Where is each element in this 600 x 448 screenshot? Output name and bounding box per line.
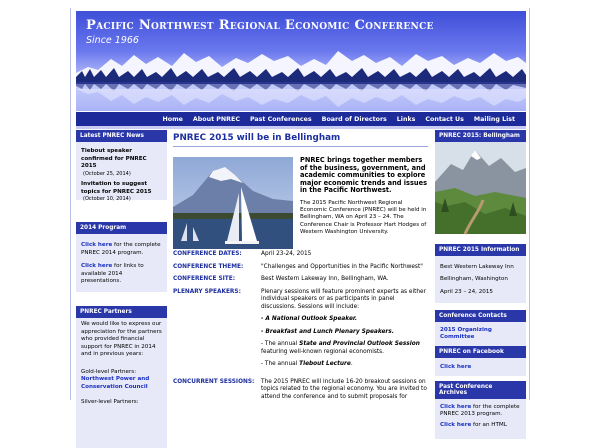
- detail-label: CONFERENCE THEME:: [173, 263, 244, 270]
- program-text: for the complete PNREC 2014 program.: [81, 242, 161, 256]
- session-suffix: featuring well-known regional economists.: [261, 348, 385, 355]
- site-tagline: Since 1966: [86, 35, 139, 46]
- detail-label: CONFERENCE DATES:: [173, 251, 242, 257]
- gold-partner-link[interactable]: Northwest Power and Conservation Council: [81, 376, 150, 390]
- detail-label: CONFERENCE SITE:: [173, 276, 236, 283]
- info-city: Bellingham, Washington: [440, 276, 508, 283]
- nav-board-of-directors[interactable]: Board of Directors: [321, 115, 387, 123]
- spacer: [76, 292, 167, 306]
- archive-html-text: for an HTML: [471, 421, 507, 428]
- facebook-box: [435, 346, 526, 376]
- session-title: Tiebout Lecture: [299, 361, 351, 368]
- program-heading: 2014 Program: [76, 222, 167, 234]
- detail-value: "Challenges and Opportunities in the Pacific Northwest": [261, 263, 423, 270]
- program-box: [76, 222, 167, 292]
- info-box: [435, 244, 526, 303]
- nav-home[interactable]: Home: [162, 115, 183, 123]
- archives-box: [435, 381, 526, 439]
- left-sidebar: [76, 130, 167, 448]
- archive-2013-text: for the complete PNREC 2013 program.: [440, 403, 520, 418]
- sailboat-photo: [173, 157, 293, 249]
- session-item: - Breakfast and Lunch Plenary Speakers.: [261, 328, 394, 335]
- page-title: PNREC 2015 will be in Bellingham: [173, 130, 428, 147]
- info-dates: April 23 – 24, 2015: [440, 288, 493, 295]
- detail-value: Best Western Lakeway Inn, Bellingham, WA.: [261, 276, 389, 283]
- conference-details: [173, 251, 428, 406]
- partners-box: [76, 306, 167, 448]
- nav-contact-us[interactable]: Contact Us: [425, 115, 464, 123]
- header-banner[interactable]: [76, 11, 526, 111]
- intro-paragraph: The 2015 Pacific Northwest Regional Economic Conference (PNREC) will be held in Bellingham, WA on April 23 – 24. The Conference Chair is Professor Hart Hodges of Western Washington University.: [300, 199, 427, 235]
- session-prefix: - The annual: [261, 341, 300, 348]
- session-item: [261, 361, 428, 369]
- news-item[interactable]: [81, 148, 162, 178]
- news-heading: Latest PNREC News: [76, 130, 167, 142]
- news-item-date: (October 10, 2014): [83, 196, 131, 203]
- nav-divider: [76, 126, 526, 129]
- detail-value: April 23-24, 2015: [261, 251, 312, 257]
- session-suffix: .: [350, 361, 353, 368]
- nav-past-conferences[interactable]: Past Conferences: [249, 115, 312, 123]
- gold-partners-label: Gold-level Partners:: [81, 368, 137, 375]
- detail-row: [173, 289, 428, 374]
- facebook-link[interactable]: Click here: [440, 363, 472, 370]
- detail-row: [173, 251, 428, 259]
- detail-label: CONCURRENT SESSIONS:: [173, 378, 255, 385]
- detail-label: PLENARY SPEAKERS:: [173, 288, 241, 295]
- mountain-photo: [435, 142, 526, 234]
- contacts-box: [435, 310, 526, 346]
- bellingham-box: [435, 130, 526, 236]
- partners-intro: We would like to express our appreciation for the partners who provided financial support for PNREC in 2014 and in previous years:: [81, 321, 162, 358]
- nav-links[interactable]: Links: [396, 115, 416, 123]
- main-nav: [76, 112, 526, 126]
- info-venue: Best Western Lakeway Inn: [440, 264, 514, 270]
- detail-row: [173, 276, 428, 284]
- main-content: [173, 130, 428, 400]
- partners-heading: PNREC Partners: [76, 306, 167, 318]
- program-link[interactable]: Click here: [81, 242, 113, 248]
- intro-block: [300, 157, 428, 236]
- plenary-intro: Plenary sessions will feature prominent experts as either individual speakers or as participants in panel discussions. Sessions will include:: [261, 288, 426, 310]
- presentations-text: for links to available 2014 presentations.: [81, 263, 144, 285]
- news-box: [76, 130, 167, 203]
- detail-value: [261, 289, 428, 374]
- contacts-heading: Conference Contacts: [435, 310, 526, 322]
- detail-value: The 2015 PNREC will include 16-20 breakout sessions on topics related to the regional economy. You are invited to attend the conference and to submit proposals for: [261, 378, 427, 400]
- site-title[interactable]: Pacific Northwest Regional Economic Conference: [86, 18, 434, 33]
- spacer: [435, 303, 526, 310]
- silver-partners-label: Silver-level Partners:: [81, 399, 139, 406]
- news-item-title[interactable]: Invitation to suggest topics for PNREC 2015: [81, 181, 152, 195]
- archive-2013-link[interactable]: Click here: [440, 403, 472, 410]
- right-sidebar: [435, 130, 526, 439]
- archives-heading: Past Conference Archives: [435, 381, 526, 399]
- news-item-date: (October 25, 2014): [83, 170, 131, 177]
- news-item-title[interactable]: Tiebout speaker confirmed for PNREC 2015: [81, 148, 147, 170]
- page-container: [70, 8, 530, 428]
- nav-about-pnrec[interactable]: About PNREC: [192, 115, 240, 123]
- intro-lead: PNREC brings together members of the business, government, and academic communities to explore major economic trends and issues in the Pacific Northwest.: [300, 156, 427, 195]
- session-prefix: - The annual: [261, 361, 300, 368]
- session-item: - A National Outlook Speaker.: [261, 316, 358, 323]
- archive-html-link[interactable]: Click here: [440, 421, 472, 428]
- nav-mailing-list[interactable]: Mailing List: [473, 115, 515, 123]
- session-title: State and Provincial Outlook Session: [299, 341, 420, 348]
- facebook-heading: PNREC on Facebook: [435, 346, 526, 358]
- presentations-link[interactable]: Click here: [81, 263, 113, 270]
- bellingham-heading: PNREC 2015: Bellingham: [435, 130, 526, 142]
- spacer: [435, 236, 526, 244]
- info-heading: PNREC 2015 Information: [435, 244, 526, 256]
- organizing-committee-link[interactable]: 2015 Organizing Committee: [440, 326, 492, 341]
- detail-row: [173, 264, 428, 272]
- session-item: [261, 341, 428, 356]
- detail-row: [173, 379, 428, 402]
